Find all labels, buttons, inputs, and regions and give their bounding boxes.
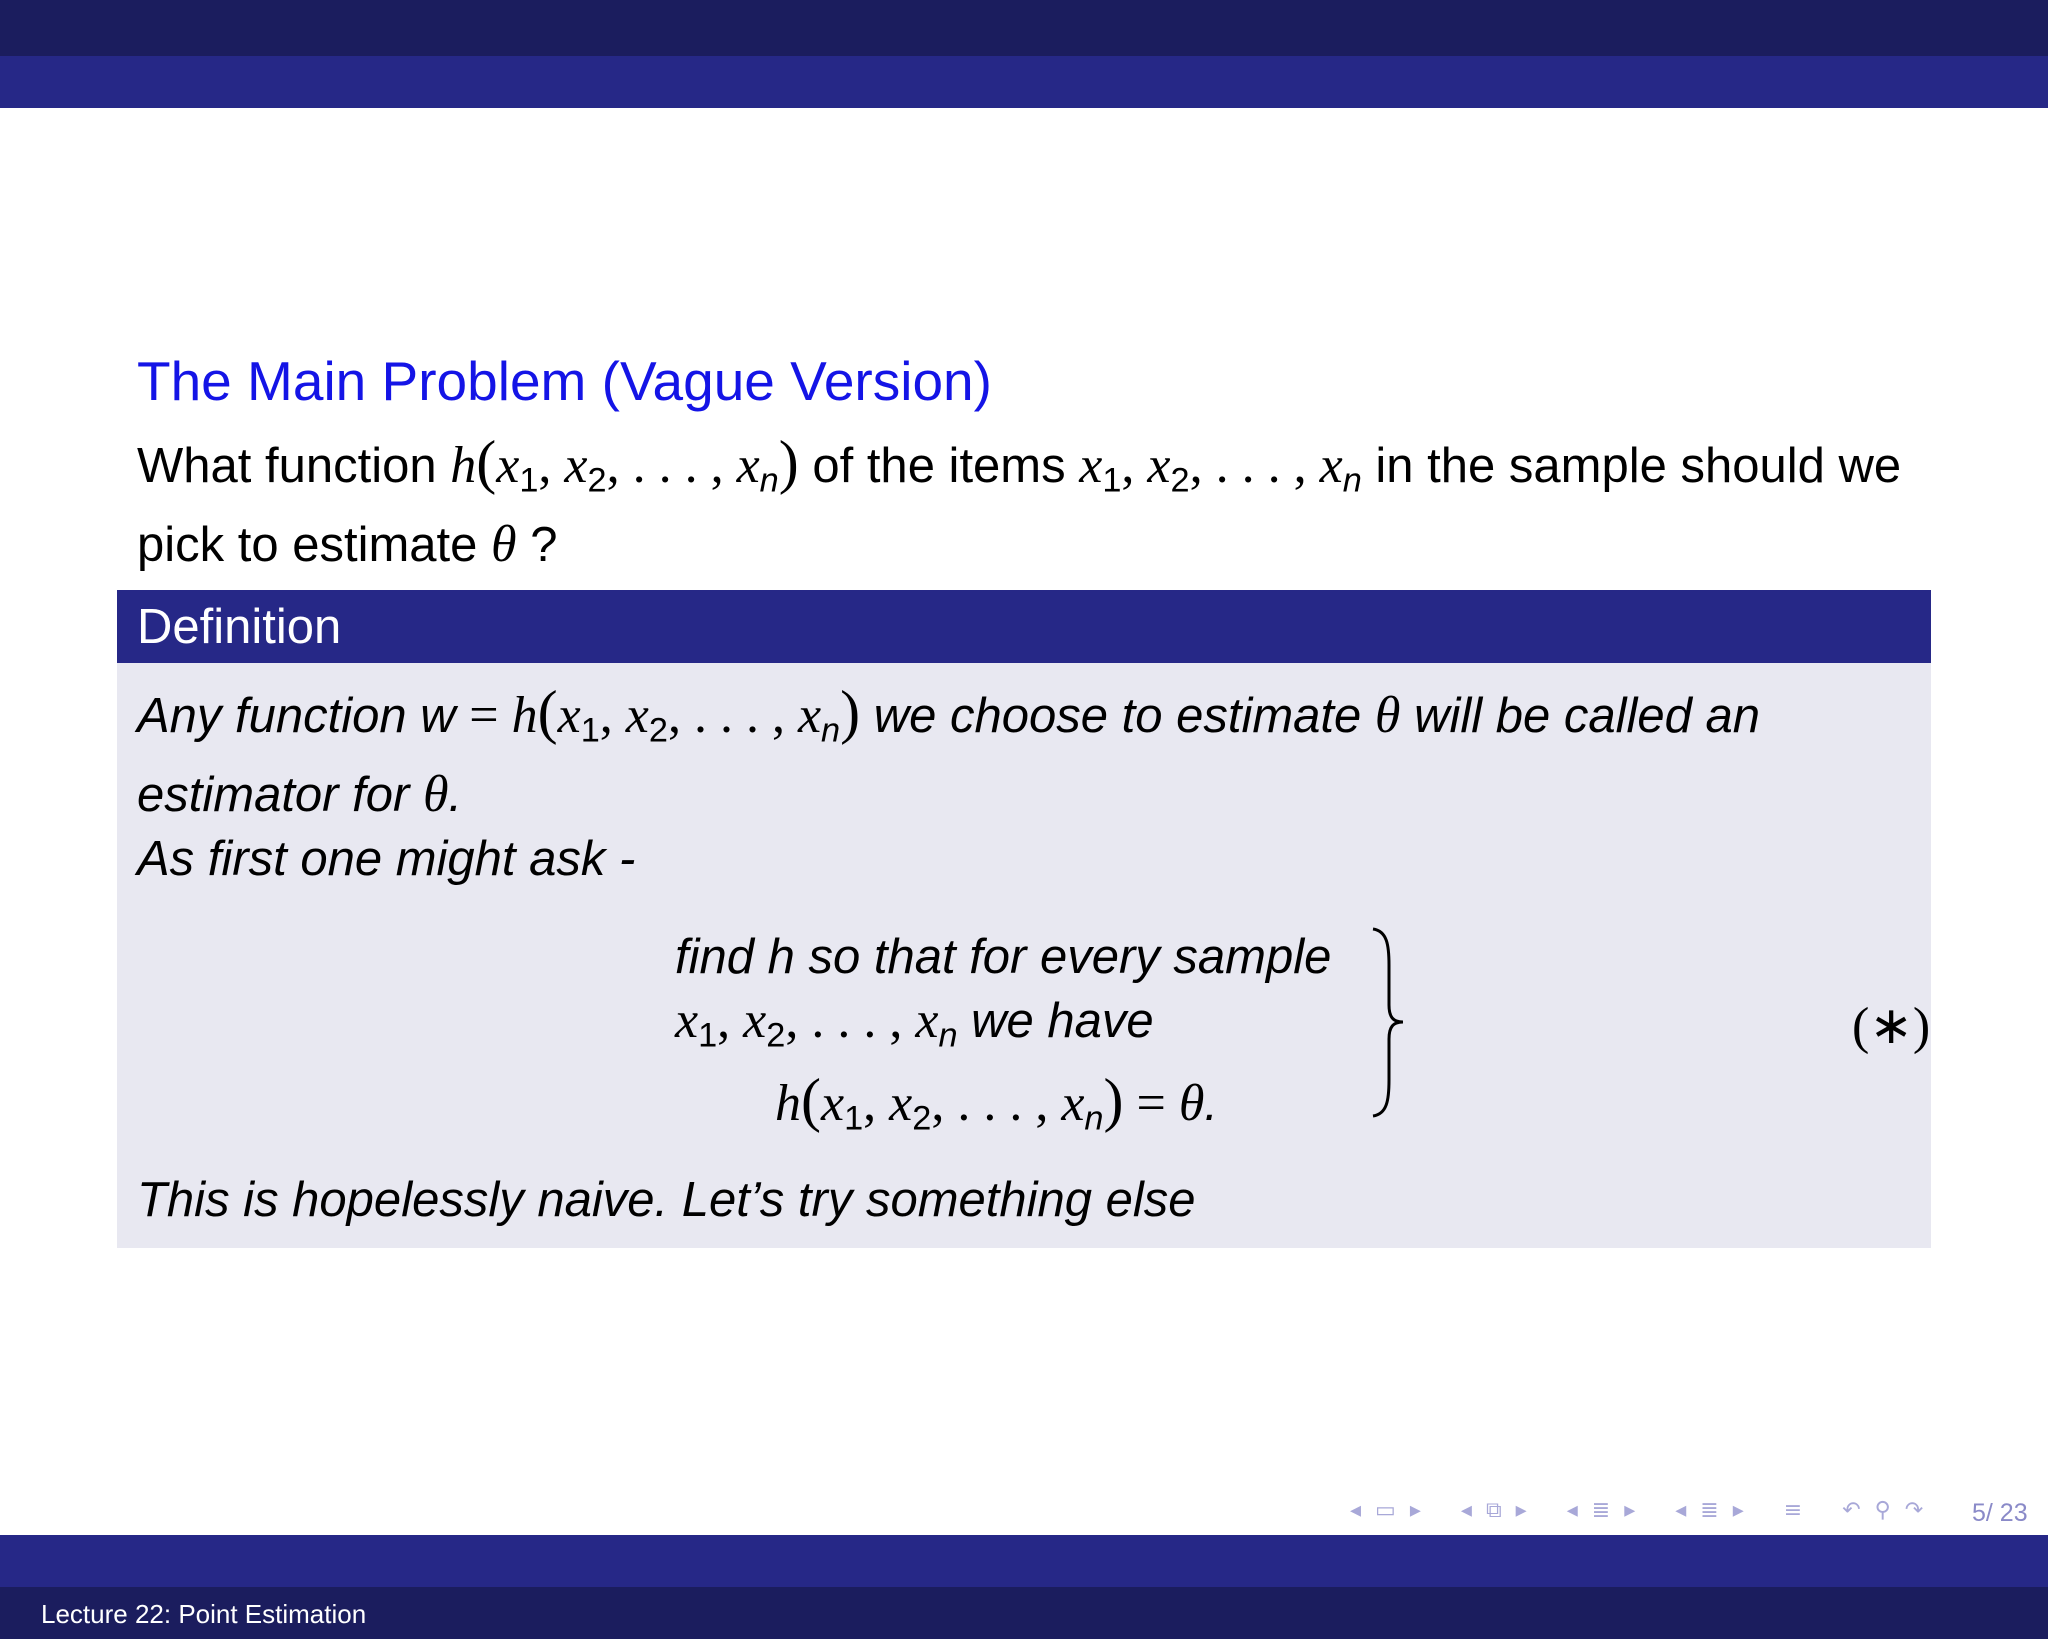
question-text-2: of the items bbox=[812, 439, 1066, 493]
frame-title: The Main Problem (Vague Version) bbox=[137, 350, 992, 412]
section-icon[interactable]: ≣ bbox=[1591, 1497, 1611, 1523]
definition-text-1a: Any function w bbox=[137, 689, 456, 743]
document-icon[interactable]: ≡ bbox=[1783, 1497, 1803, 1523]
search-icon[interactable]: ⚲ bbox=[1874, 1497, 1891, 1523]
top-header-bar-light bbox=[0, 56, 2048, 108]
display-line-2: $x_1$, $x_2$, . . . , xn we have bbox=[675, 992, 1154, 1055]
definition-text-1b: we choose to estimate bbox=[873, 689, 1362, 743]
next-subsection-arrow-icon[interactable]: ▸ bbox=[1515, 1497, 1527, 1523]
definition-text-2: estimator for bbox=[137, 767, 410, 822]
prev-subsection-arrow-icon[interactable]: ◂ bbox=[1460, 1497, 1472, 1523]
bottom-footer-bar-light bbox=[0, 1535, 2048, 1587]
question-text-4: pick to estimate bbox=[137, 517, 478, 572]
back-icon[interactable]: ↶ bbox=[1842, 1497, 1861, 1523]
question-text-3: in the sample should we bbox=[1375, 439, 1902, 493]
definition-header bbox=[117, 590, 1931, 663]
part-icon[interactable]: ≣ bbox=[1700, 1497, 1719, 1523]
display-line-1: find h so that for every sample bbox=[675, 930, 1332, 984]
question-paragraph: What function $h(x_1$, $x_2$, . . . , xn) of the items $x_1$, $x_2$, . . . , xn in the sample should we pick to estimate θ ? bbox=[137, 429, 1902, 573]
display-line-3: $h(x_1$, $x_2$, . . . , xn) = θ. bbox=[775, 1066, 1218, 1138]
display-line-2-text: we have bbox=[971, 994, 1154, 1048]
page-number: 5/ 23 bbox=[1972, 1499, 2028, 1527]
prev-frame-arrow-icon[interactable]: ◂ bbox=[1350, 1497, 1362, 1523]
subsection-icon[interactable]: ⧉ bbox=[1485, 1497, 1502, 1523]
definition-closing-text: This is hopelessly naive. Let’s try something else bbox=[137, 1173, 1196, 1227]
next-frame-arrow-icon[interactable]: ▸ bbox=[1409, 1497, 1421, 1523]
next-part-arrow-icon[interactable]: ▸ bbox=[1732, 1497, 1744, 1523]
top-header-bar-dark bbox=[0, 0, 2048, 56]
right-brace bbox=[1365, 925, 1415, 1120]
footer-lecture-title: Lecture 22: Point Estimation bbox=[41, 1599, 367, 1629]
definition-label: Definition bbox=[137, 600, 342, 654]
definition-line-1: Any function $w = h(x_1$, $x_2$, . . . , xn) we choose to estimate θ will be called an bbox=[137, 679, 1760, 750]
forward-icon[interactable]: ↷ bbox=[1904, 1497, 1924, 1523]
prev-section-arrow-icon[interactable]: ◂ bbox=[1566, 1497, 1578, 1523]
definition-text-1c: will be called an bbox=[1414, 689, 1760, 743]
definition-line-3: As first one might ask - bbox=[137, 831, 636, 886]
display-condition bbox=[675, 925, 1375, 1150]
equation-number: (∗) bbox=[1852, 998, 1931, 1055]
prev-part-arrow-icon[interactable]: ◂ bbox=[1675, 1497, 1687, 1523]
question-text-1: What function bbox=[137, 439, 437, 493]
definition-body bbox=[137, 680, 1917, 891]
next-section-arrow-icon[interactable]: ▸ bbox=[1624, 1497, 1636, 1523]
question-text-5: ? bbox=[530, 517, 558, 572]
frame-icon[interactable]: ▭ bbox=[1375, 1497, 1396, 1523]
beamer-navigation bbox=[1350, 1495, 1937, 1525]
definition-line-2: estimator for θ. bbox=[137, 765, 463, 823]
